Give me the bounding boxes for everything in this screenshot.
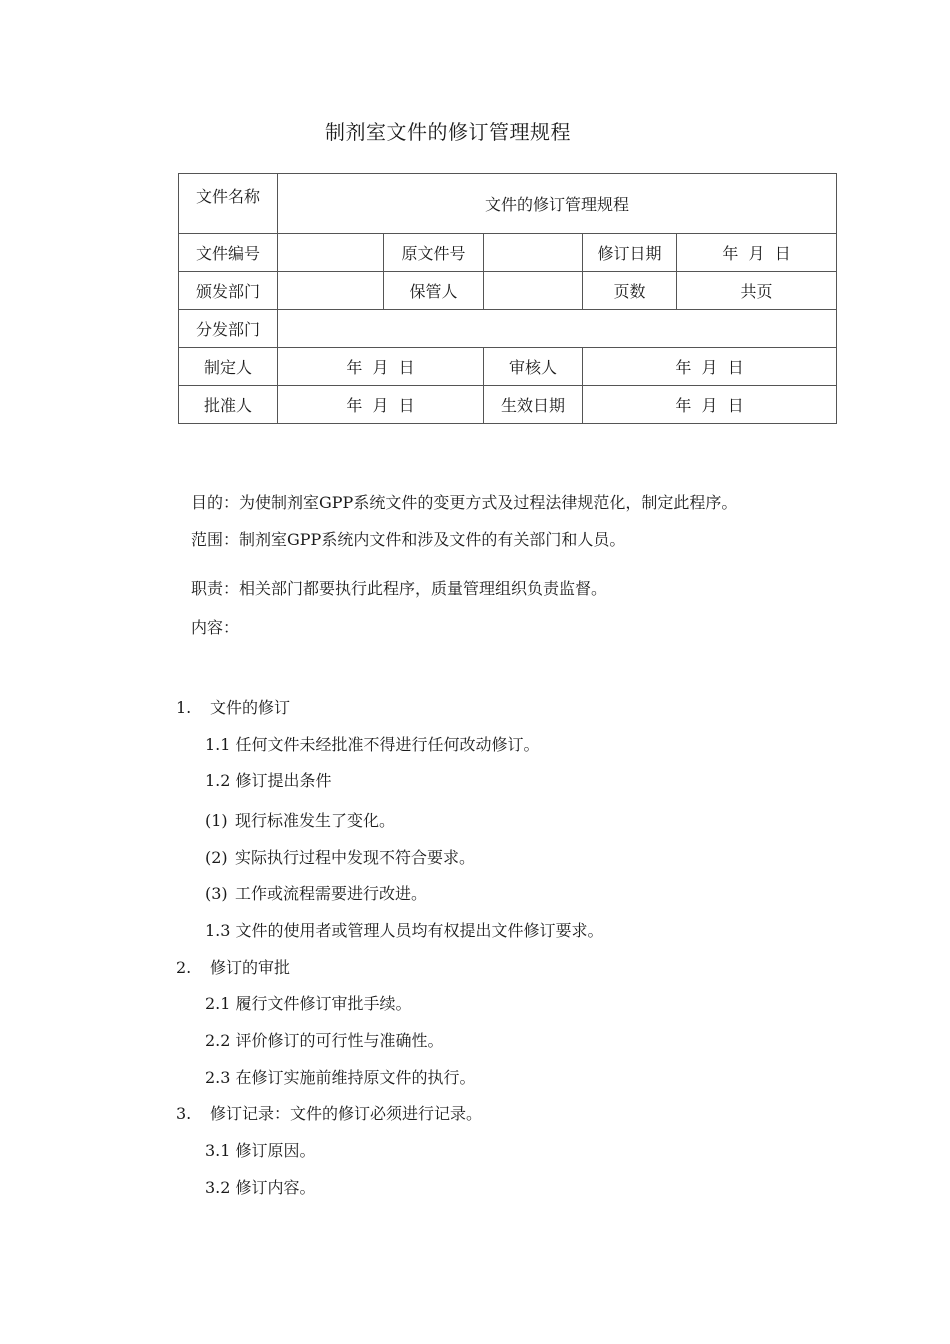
condition-text: 实际执行过程中发现不符合要求。: [235, 848, 476, 867]
file-name-value: 文件的修订管理规程: [278, 174, 837, 234]
table-row: [179, 348, 837, 386]
item-1-1: 1.1 任何文件未经批准不得进行任何改动修订。: [205, 735, 540, 754]
issuing-dept-label: 颁发部门: [179, 272, 278, 310]
section-title: 修订记录：文件的修订必须进行记录。: [210, 1104, 483, 1123]
effective-date-label: 生效日期: [484, 386, 583, 424]
duty-paragraph: 职责：相关部门都要执行此程序，质量管理组织负责监督。: [191, 579, 608, 598]
page-count-label: 页数: [583, 272, 677, 310]
custodian-value: [484, 272, 583, 310]
content-heading: 内容：: [191, 618, 240, 637]
effective-date-value: 年 月 日: [583, 386, 837, 424]
item-2-2: 2.2 评价修订的可行性与准确性。: [205, 1031, 444, 1050]
reviewer-date: 年 月 日: [583, 348, 837, 386]
page-count-value: 共页: [677, 272, 837, 310]
table-row: [179, 272, 837, 310]
section-title: 修订的审批: [210, 958, 291, 977]
item-3-2: 3.2 修订内容。: [205, 1178, 316, 1197]
condition-1: [205, 808, 395, 831]
distribution-dept-value: [278, 310, 837, 348]
section-number: 1.: [176, 698, 192, 717]
item-1-2: 1.2 修订提出条件: [205, 771, 332, 790]
table-row: [179, 386, 837, 424]
approver-date: 年 月 日: [278, 386, 484, 424]
item-1-3: 1.3 文件的使用者或管理人员均有权提出文件修订要求。: [205, 921, 604, 940]
document-title: 制剂室文件的修订管理规程: [325, 120, 571, 144]
condition-3: [205, 881, 427, 904]
section-3-heading: [176, 1101, 482, 1124]
revision-date-value: 年 月 日: [677, 234, 837, 272]
file-code-label: 文件编号: [179, 234, 278, 272]
original-file-code-value: [484, 234, 583, 272]
item-2-3: 2.3 在修订实施前维持原文件的执行。: [205, 1068, 476, 1087]
section-1-heading: [176, 695, 290, 718]
approver-label: 批准人: [179, 386, 278, 424]
author-label: 制定人: [179, 348, 278, 386]
custodian-label: 保管人: [384, 272, 484, 310]
author-date: 年 月 日: [278, 348, 484, 386]
condition-text: 现行标准发生了变化。: [235, 811, 396, 830]
condition-text: 工作或流程需要进行改进。: [235, 884, 428, 903]
table-row: [179, 174, 837, 234]
condition-2: [205, 845, 475, 868]
document-info-table: [178, 173, 837, 424]
file-name-label: 文件名称: [179, 174, 278, 234]
table-row: [179, 310, 837, 348]
condition-number: (3): [205, 884, 228, 903]
item-3-1: 3.1 修订原因。: [205, 1141, 316, 1160]
scope-paragraph: 范围：制剂室GPP系统内文件和涉及文件的有关部门和人员。: [191, 530, 626, 549]
condition-number: (2): [205, 848, 228, 867]
file-code-value: [278, 234, 384, 272]
section-number: 2.: [176, 958, 192, 977]
revision-date-label: 修订日期: [583, 234, 677, 272]
issuing-dept-value: [278, 272, 384, 310]
table-row: [179, 234, 837, 272]
item-2-1: 2.1 履行文件修订审批手续。: [205, 994, 412, 1013]
section-2-heading: [176, 955, 290, 978]
condition-number: (1): [205, 811, 228, 830]
reviewer-label: 审核人: [484, 348, 583, 386]
section-number: 3.: [176, 1104, 192, 1123]
section-title: 文件的修订: [210, 698, 291, 717]
distribution-dept-label: 分发部门: [179, 310, 278, 348]
original-file-code-label: 原文件号: [384, 234, 484, 272]
purpose-paragraph: 目的：为使制剂室GPP系统文件的变更方式及过程法律规范化，制定此程序。: [191, 493, 738, 512]
